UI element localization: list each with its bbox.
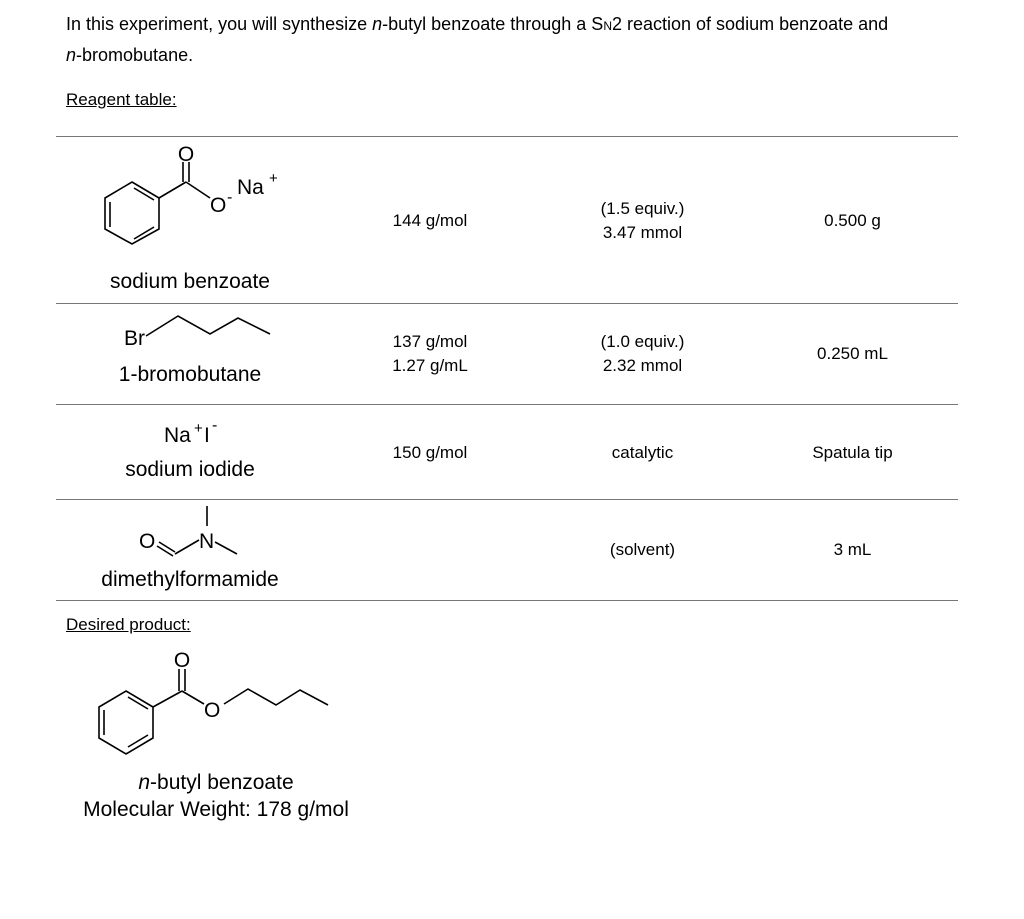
product-molecular-weight: Molecular Weight: 178 g/mol (83, 798, 349, 821)
oxygen-label: O (210, 194, 227, 217)
reagent-mmol: 3.47 mmol (602, 223, 683, 242)
reagent-equiv: (solvent) (609, 540, 676, 559)
table-rule (56, 404, 958, 405)
nitrogen-label: N (199, 530, 215, 553)
table-rule-bottom (56, 600, 958, 601)
reagent-table-heading: Reagent table: (66, 90, 177, 109)
reagent-mw: 144 g/mol (392, 211, 468, 230)
reagent-equiv: (1.5 equiv.) (600, 199, 685, 218)
reagent-equiv: (1.0 equiv.) (600, 332, 685, 351)
desired-product-heading: Desired product: (66, 615, 191, 634)
reagent-mw: 137 g/mol (392, 332, 468, 351)
bromobutane-structure (120, 308, 280, 353)
oxygen-label: O (139, 530, 156, 553)
intro-italic-n: n (66, 45, 77, 65)
intro-text: -butyl benzoate through a S (382, 14, 604, 34)
oxygen-label: O (173, 649, 191, 672)
dmf-structure (135, 502, 275, 562)
table-rule-top (56, 136, 958, 137)
reagent-amount: Spatula tip (812, 443, 893, 462)
charge-label: + (194, 420, 203, 437)
intro-text: In this experiment, you will synthesize (66, 14, 373, 34)
reagent-equiv: catalytic (611, 443, 674, 462)
reagent-amount: 0.500 g (824, 211, 881, 230)
table-rule (56, 499, 958, 500)
reagent-name: sodium benzoate (110, 270, 270, 293)
charge-label: - (227, 189, 233, 206)
oxygen-label: O (177, 143, 195, 166)
charge-label: - (212, 417, 218, 434)
product-name (66, 770, 366, 796)
reagent-density: 1.27 g/mL (392, 356, 468, 375)
sodium-label: Na (164, 424, 191, 447)
sodium-iodide-structure (160, 415, 250, 450)
reagent-mmol: 2.32 mmol (602, 356, 683, 375)
sodium-label: Na (237, 176, 264, 199)
oxygen-label: O (204, 699, 221, 722)
bromine-label: Br (124, 327, 145, 350)
intro-paragraph (66, 10, 966, 70)
table-rule (56, 303, 958, 304)
charge-label: + (269, 170, 278, 187)
reagent-amount: 3 mL (833, 540, 872, 559)
sodium-benzoate-structure (80, 140, 310, 260)
reagent-amount: 0.250 mL (817, 344, 888, 363)
reagent-name: 1-bromobutane (118, 363, 262, 386)
reagent-mw: 150 g/mol (392, 443, 468, 462)
product-name-rest: -butyl benzoate (150, 771, 294, 794)
reagent-name: dimethylformamide (101, 568, 279, 591)
intro-text: 2 reaction of sodium benzoate and (611, 14, 889, 34)
butyl-benzoate-structure (80, 645, 340, 760)
intro-italic-n: n (372, 14, 383, 34)
intro-text: -bromobutane. (76, 45, 194, 65)
iodine-label: I (204, 424, 210, 447)
intro-subscript-n: N (603, 19, 612, 33)
reagent-name: sodium iodide (125, 458, 255, 481)
product-name-italic: n (138, 771, 151, 794)
